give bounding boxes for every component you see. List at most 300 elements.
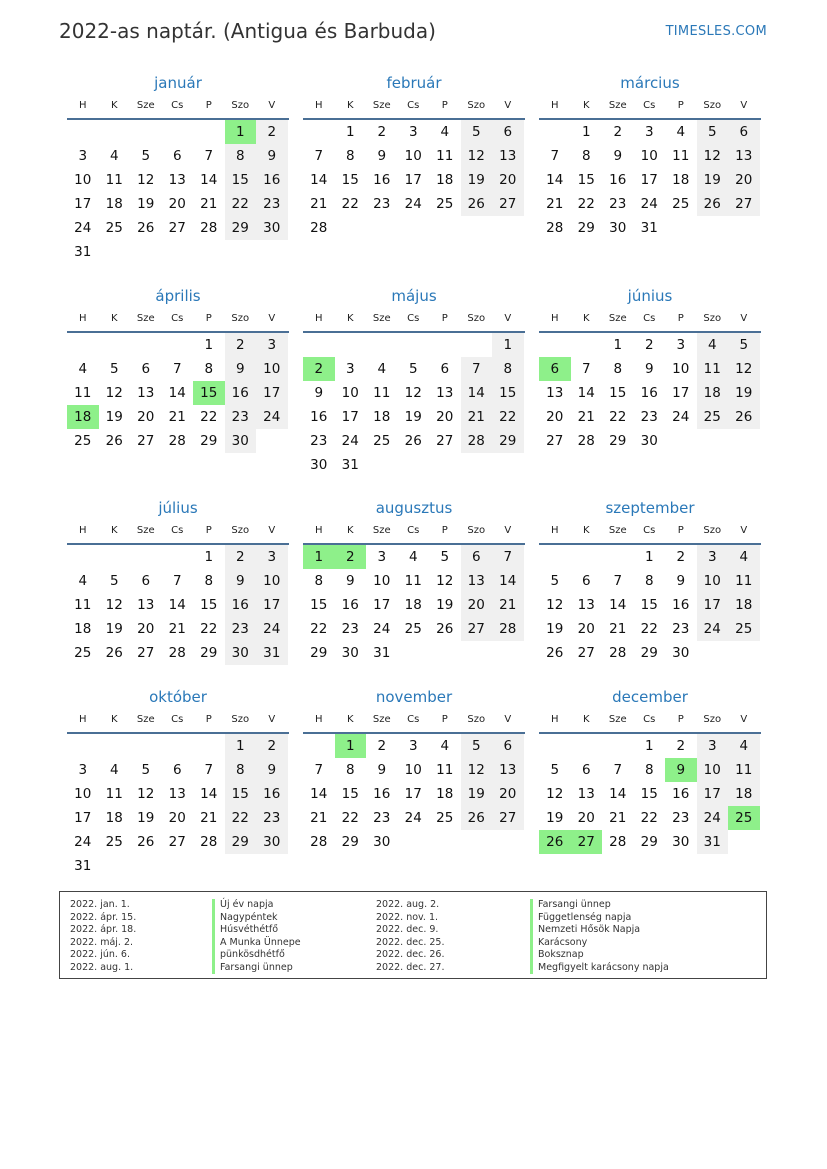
day-cell: 25: [672, 196, 690, 212]
weekday-header: H: [78, 100, 87, 111]
empty-cell: [461, 453, 493, 477]
month-name: április: [155, 287, 201, 305]
empty-cell: [130, 120, 162, 144]
day-cell: 6: [440, 361, 450, 377]
day-cell: 22: [492, 405, 524, 429]
weekday-header: V: [268, 525, 276, 536]
week-row: [67, 545, 289, 569]
day-cell: 18: [436, 172, 454, 188]
day-cell: 19: [404, 409, 422, 425]
weekday-header: V: [504, 714, 512, 725]
day-cell: 31: [697, 830, 729, 854]
day-cell: 12: [546, 786, 564, 802]
holiday-cell: 9: [665, 758, 697, 782]
day-cell: 11: [404, 573, 422, 589]
weekday-header-row: [539, 708, 761, 734]
month-name: november: [375, 688, 453, 706]
weekday-header: H: [550, 714, 559, 725]
month-11: [539, 686, 761, 854]
week-row: [67, 120, 289, 144]
day-cell: 21: [609, 810, 627, 826]
holiday-cell: 2: [335, 545, 367, 569]
legend-holiday-name: Nemzeti Hősök Napja: [530, 924, 669, 937]
week-row: [67, 758, 289, 782]
week-row: [67, 830, 289, 854]
day-cell: 4: [728, 734, 760, 758]
day-cell: 21: [168, 621, 186, 637]
day-cell: 23: [672, 810, 690, 826]
day-cell: 12: [461, 758, 493, 782]
day-cell: 20: [168, 810, 186, 826]
day-cell: 13: [461, 569, 493, 593]
weekday-header: Szo: [703, 313, 722, 324]
empty-cell: [398, 641, 430, 665]
weekday-header: Cs: [643, 525, 656, 536]
day-cell: 3: [377, 549, 387, 565]
month-7: [303, 497, 525, 665]
empty-cell: [602, 734, 634, 758]
empty-cell: [162, 734, 194, 758]
day-cell: 12: [137, 172, 155, 188]
weekday-header: V: [504, 525, 512, 536]
day-cell: 2: [676, 738, 686, 754]
month-4: [303, 285, 525, 477]
day-cell: 31: [74, 244, 92, 260]
empty-cell: [461, 333, 493, 357]
day-cell: 28: [168, 433, 186, 449]
week-row: [303, 357, 525, 381]
day-cell: 30: [672, 834, 690, 850]
week-row: [67, 357, 289, 381]
holiday-cell: 2: [303, 357, 335, 381]
weekday-header: H: [550, 525, 559, 536]
empty-cell: [193, 240, 225, 264]
day-cell: 8: [204, 361, 214, 377]
day-cell: 22: [577, 196, 595, 212]
day-cell: 29: [341, 834, 359, 850]
weekday-header: Szo: [467, 100, 486, 111]
empty-cell: [539, 120, 571, 144]
empty-cell: [99, 545, 131, 569]
week-row: [67, 240, 289, 264]
day-cell: 18: [373, 409, 391, 425]
day-cell: 22: [640, 621, 658, 637]
empty-cell: [366, 216, 398, 240]
day-cell: 25: [728, 617, 760, 641]
day-cell: 30: [310, 457, 328, 473]
day-cell: 5: [408, 361, 418, 377]
day-cell: 10: [640, 148, 658, 164]
empty-cell: [162, 120, 194, 144]
week-row: [303, 545, 525, 569]
day-cell: 27: [492, 192, 524, 216]
holiday-cell: 15: [193, 381, 225, 405]
week-row: [539, 734, 761, 758]
day-cell: 18: [697, 381, 729, 405]
month-name: június: [627, 287, 673, 305]
legend-left-dates: [70, 899, 136, 974]
empty-cell: [492, 830, 524, 854]
month-name: január: [154, 74, 202, 92]
day-cell: 12: [728, 357, 760, 381]
day-cell: 29: [310, 645, 328, 661]
day-cell: 17: [697, 782, 729, 806]
week-row: [539, 216, 761, 240]
week-row: [539, 806, 761, 830]
day-cell: 16: [256, 782, 288, 806]
day-cell: 29: [225, 216, 257, 240]
weekday-header: Sze: [136, 313, 155, 324]
day-cell: 10: [697, 758, 729, 782]
day-cell: 30: [373, 834, 391, 850]
week-row: [303, 192, 525, 216]
weekday-header: V: [740, 714, 748, 725]
week-row: [539, 617, 761, 641]
day-cell: 1: [581, 124, 591, 140]
day-cell: 28: [609, 645, 627, 661]
day-cell: 24: [404, 196, 422, 212]
day-cell: 16: [341, 597, 359, 613]
day-cell: 2: [613, 124, 623, 140]
day-cell: 17: [74, 196, 92, 212]
day-cell: 16: [373, 786, 391, 802]
day-cell: 4: [408, 549, 418, 565]
weekday-header: Sze: [136, 525, 155, 536]
legend-date: 2022. aug. 2.: [376, 899, 440, 910]
weekday-header: Cs: [171, 714, 184, 725]
week-row: [539, 593, 761, 617]
day-cell: 31: [341, 457, 359, 473]
day-cell: 2: [225, 545, 257, 569]
weekday-header: Cs: [171, 525, 184, 536]
day-cell: 13: [492, 144, 524, 168]
day-cell: 31: [373, 645, 391, 661]
day-cell: 26: [137, 220, 155, 236]
day-cell: 14: [310, 172, 328, 188]
weekday-header: Sze: [372, 100, 391, 111]
day-cell: 30: [225, 429, 257, 453]
empty-cell: [99, 333, 131, 357]
day-cell: 19: [461, 782, 493, 806]
empty-cell: [162, 854, 194, 878]
day-cell: 24: [74, 220, 92, 236]
day-cell: 29: [609, 433, 627, 449]
weekday-header: P: [677, 714, 684, 725]
day-cell: 16: [640, 385, 658, 401]
weekday-header: K: [346, 313, 354, 324]
empty-cell: [492, 216, 524, 240]
day-cell: 29: [640, 645, 658, 661]
day-cell: 17: [256, 381, 288, 405]
legend-date: 2022. dec. 9.: [376, 924, 439, 935]
day-cell: 1: [492, 333, 524, 357]
day-cell: 5: [109, 573, 119, 589]
day-cell: 10: [256, 357, 288, 381]
day-cell: 19: [137, 196, 155, 212]
empty-cell: [571, 545, 603, 569]
day-cell: 7: [492, 545, 524, 569]
weekday-header-row: [67, 307, 289, 333]
holiday-cell: 18: [67, 405, 99, 429]
day-cell: 27: [461, 617, 493, 641]
day-cell: 14: [310, 786, 328, 802]
day-cell: 24: [256, 405, 288, 429]
empty-cell: [256, 854, 288, 878]
day-cell: 21: [200, 810, 218, 826]
day-cell: 13: [546, 385, 564, 401]
empty-cell: [429, 641, 461, 665]
day-cell: 8: [644, 762, 654, 778]
day-cell: 9: [613, 148, 623, 164]
day-cell: 26: [728, 405, 760, 429]
day-cell: 2: [644, 337, 654, 353]
day-cell: 11: [74, 385, 92, 401]
month-5: [539, 285, 761, 453]
day-cell: 22: [341, 810, 359, 826]
day-cell: 3: [676, 337, 686, 353]
weekday-header: Cs: [407, 525, 420, 536]
day-cell: 7: [314, 762, 324, 778]
day-cell: 13: [436, 385, 454, 401]
week-row: [67, 381, 289, 405]
day-cell: 19: [105, 409, 123, 425]
day-cell: 24: [373, 621, 391, 637]
day-cell: 2: [377, 738, 387, 754]
weekday-header-row: [539, 94, 761, 120]
day-cell: 11: [672, 148, 690, 164]
day-cell: 10: [697, 569, 729, 593]
day-cell: 3: [345, 361, 355, 377]
day-cell: 3: [78, 762, 88, 778]
day-cell: 25: [697, 405, 729, 429]
day-cell: 17: [373, 597, 391, 613]
day-cell: 28: [461, 429, 493, 453]
day-cell: 21: [546, 196, 564, 212]
day-cell: 13: [137, 385, 155, 401]
weekday-header: Szo: [703, 714, 722, 725]
month-name: március: [620, 74, 680, 92]
day-cell: 11: [105, 786, 123, 802]
day-cell: 5: [440, 549, 450, 565]
empty-cell: [492, 453, 524, 477]
weekday-header: K: [110, 100, 118, 111]
day-cell: 11: [697, 357, 729, 381]
brand-link[interactable]: TIMESLES.COM: [665, 24, 767, 39]
week-row: [67, 806, 289, 830]
week-row: [67, 144, 289, 168]
weekday-header: Szo: [467, 714, 486, 725]
day-cell: 14: [200, 172, 218, 188]
day-cell: 16: [310, 409, 328, 425]
week-row: [303, 782, 525, 806]
empty-cell: [256, 429, 288, 453]
day-cell: 3: [644, 124, 654, 140]
week-row: [303, 830, 525, 854]
day-cell: 23: [225, 617, 257, 641]
week-row: [67, 641, 289, 665]
weekday-header: V: [504, 100, 512, 111]
week-row: [539, 381, 761, 405]
empty-cell: [162, 333, 194, 357]
day-cell: 4: [109, 148, 119, 164]
day-cell: 31: [640, 220, 658, 236]
empty-cell: [303, 120, 335, 144]
day-cell: 23: [256, 806, 288, 830]
week-row: [303, 144, 525, 168]
day-cell: 10: [74, 786, 92, 802]
weekday-header: Cs: [407, 313, 420, 324]
weekday-header: K: [110, 525, 118, 536]
weekday-header: Cs: [171, 100, 184, 111]
day-cell: 6: [581, 762, 591, 778]
empty-cell: [335, 333, 367, 357]
empty-cell: [225, 854, 257, 878]
holiday-legend: [59, 891, 767, 979]
week-row: [539, 168, 761, 192]
day-cell: 16: [672, 786, 690, 802]
weekday-header: K: [582, 714, 590, 725]
empty-cell: [130, 854, 162, 878]
day-cell: 28: [609, 834, 627, 850]
day-cell: 23: [373, 810, 391, 826]
empty-cell: [130, 734, 162, 758]
day-cell: 6: [492, 734, 524, 758]
weekday-header-row: [303, 307, 525, 333]
day-cell: 21: [310, 810, 328, 826]
day-cell: 27: [546, 433, 564, 449]
day-cell: 6: [141, 361, 151, 377]
empty-cell: [335, 216, 367, 240]
day-cell: 26: [137, 834, 155, 850]
day-cell: 15: [640, 597, 658, 613]
day-cell: 4: [440, 124, 450, 140]
weekday-header: Szo: [231, 525, 250, 536]
day-cell: 26: [546, 645, 564, 661]
empty-cell: [99, 734, 131, 758]
day-cell: 15: [225, 782, 257, 806]
holiday-cell: 1: [335, 734, 367, 758]
weekday-header: H: [78, 714, 87, 725]
day-cell: 20: [728, 168, 760, 192]
day-cell: 27: [728, 192, 760, 216]
day-cell: 5: [550, 762, 560, 778]
day-cell: 5: [697, 120, 729, 144]
day-cell: 25: [105, 834, 123, 850]
day-cell: 25: [105, 220, 123, 236]
holiday-cell: 25: [728, 806, 760, 830]
empty-cell: [539, 545, 571, 569]
weekday-header-row: [303, 94, 525, 120]
empty-cell: [602, 545, 634, 569]
day-cell: 10: [341, 385, 359, 401]
day-cell: 29: [577, 220, 595, 236]
empty-cell: [130, 333, 162, 357]
day-cell: 7: [204, 762, 214, 778]
day-cell: 22: [640, 810, 658, 826]
week-row: [67, 405, 289, 429]
week-row: [67, 429, 289, 453]
month-name: május: [391, 287, 437, 305]
empty-cell: [398, 216, 430, 240]
day-cell: 4: [728, 545, 760, 569]
legend-right-names: [530, 899, 669, 974]
day-cell: 13: [168, 172, 186, 188]
weekday-header: H: [314, 525, 323, 536]
day-cell: 2: [225, 333, 257, 357]
empty-cell: [67, 545, 99, 569]
day-cell: 22: [200, 621, 218, 637]
day-cell: 20: [168, 196, 186, 212]
day-cell: 8: [613, 361, 623, 377]
day-cell: 11: [436, 148, 454, 164]
empty-cell: [67, 120, 99, 144]
weekday-header: K: [346, 100, 354, 111]
empty-cell: [697, 216, 729, 240]
day-cell: 1: [613, 337, 623, 353]
weekday-header: P: [441, 313, 448, 324]
week-row: [67, 216, 289, 240]
day-cell: 24: [672, 409, 690, 425]
month-name: augusztus: [375, 499, 453, 517]
weekday-header: K: [110, 714, 118, 725]
weekday-header-row: [303, 519, 525, 545]
day-cell: 1: [345, 124, 355, 140]
day-cell: 26: [697, 192, 729, 216]
empty-cell: [99, 120, 131, 144]
empty-cell: [461, 830, 493, 854]
day-cell: 17: [697, 593, 729, 617]
day-cell: 22: [225, 192, 257, 216]
day-cell: 26: [436, 621, 454, 637]
day-cell: 15: [341, 786, 359, 802]
empty-cell: [728, 216, 760, 240]
holiday-cell: 27: [571, 830, 603, 854]
day-cell: 12: [137, 786, 155, 802]
day-cell: 5: [141, 762, 151, 778]
empty-cell: [665, 429, 697, 453]
day-cell: 20: [137, 409, 155, 425]
day-cell: 30: [640, 433, 658, 449]
day-cell: 19: [697, 168, 729, 192]
weekday-header: K: [582, 525, 590, 536]
day-cell: 21: [492, 593, 524, 617]
day-cell: 9: [644, 361, 654, 377]
month-name: július: [158, 499, 198, 517]
empty-cell: [398, 830, 430, 854]
month-name: december: [612, 688, 688, 706]
day-cell: 20: [436, 409, 454, 425]
day-cell: 20: [577, 810, 595, 826]
weekday-header: Sze: [372, 313, 391, 324]
day-cell: 13: [137, 597, 155, 613]
legend-date: 2022. dec. 26.: [376, 949, 445, 960]
day-cell: 9: [225, 569, 257, 593]
day-cell: 11: [105, 172, 123, 188]
day-cell: 26: [404, 433, 422, 449]
weekday-header: P: [441, 525, 448, 536]
day-cell: 14: [492, 569, 524, 593]
weekday-header: Sze: [136, 100, 155, 111]
week-row: [67, 734, 289, 758]
day-cell: 8: [581, 148, 591, 164]
holiday-cell: 1: [303, 545, 335, 569]
day-cell: 18: [436, 786, 454, 802]
empty-cell: [429, 216, 461, 240]
day-cell: 13: [168, 786, 186, 802]
week-row: [303, 617, 525, 641]
empty-cell: [539, 333, 571, 357]
day-cell: 9: [377, 148, 387, 164]
